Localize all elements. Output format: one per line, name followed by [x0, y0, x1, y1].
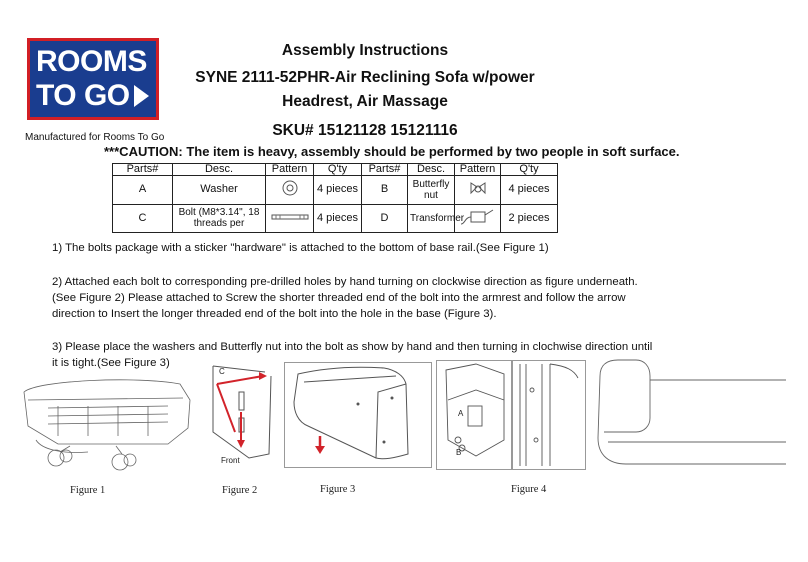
figure-4-panel-a: [436, 360, 512, 470]
step-3-line2: it is tight.(See Figure 3): [52, 357, 170, 369]
logo-line-1: ROOMS: [36, 45, 147, 78]
table-row: [113, 204, 558, 232]
figure-2-label-c: C: [219, 367, 225, 376]
table-header-cell: Parts#: [362, 164, 408, 176]
part-qty: 2 pieces: [501, 204, 558, 232]
part-desc: Butterfly nut: [408, 176, 455, 204]
washer-icon: [279, 179, 301, 197]
part-id: A: [113, 176, 173, 204]
table-header-cell: Q'ty: [501, 164, 558, 176]
part-id: C: [113, 204, 173, 232]
play-arrow-icon: [134, 85, 149, 107]
part-pattern: [455, 176, 501, 204]
butterfly-nut-icon: [466, 178, 490, 198]
step-2-line3: direction to Insert the longer threaded end of the bolt into the hole in the base (Figure 3).: [52, 308, 497, 320]
figure-4-panel-c: [588, 356, 788, 470]
part-desc: Bolt (M8*3.14", 18 threads per: [173, 204, 266, 232]
table-header-row: [113, 164, 558, 176]
figure-4-caption: Figure 4: [511, 484, 547, 495]
figure-4-label-a: A: [458, 409, 464, 418]
product-name-line1: SYNE 2111-52PHR-Air Reclining Sofa w/power: [195, 69, 535, 86]
product-name-line2: Headrest, Air Massage: [282, 93, 448, 110]
logo-line-2-text: TO GO: [36, 79, 130, 112]
part-qty: 4 pieces: [314, 176, 362, 204]
parts-table: [112, 163, 558, 233]
table-row: [113, 176, 558, 204]
step-2-line1: 2) Attached each bolt to corresponding pre-drilled holes by hand turning on clockwise direction as figure underneath.: [52, 276, 638, 288]
part-qty: 4 pieces: [314, 204, 362, 232]
part-id: B: [362, 176, 408, 204]
table-header-cell: Pattern: [266, 164, 314, 176]
table-header-cell: Desc.: [173, 164, 266, 176]
part-pattern: [266, 176, 314, 204]
figure-2-label-front: Front: [221, 456, 240, 465]
table-header-cell: Pattern: [455, 164, 501, 176]
figure-3-caption: Figure 3: [320, 484, 356, 495]
manufactured-for: Manufactured for Rooms To Go: [25, 132, 165, 143]
step-3-line1: 3) Please place the washers and Butterfly nut into the bolt as show by hand and then turning in clochwise direction until: [52, 341, 653, 353]
figure-2-caption: Figure 2: [222, 485, 258, 496]
part-pattern: [266, 204, 314, 232]
doc-title: Assembly Instructions: [281, 42, 449, 59]
part-pattern: [455, 204, 501, 232]
table-header-cell: Desc.: [408, 164, 455, 176]
sku: SKU# 15121128 15121116: [272, 122, 458, 139]
part-desc: Washer: [173, 176, 266, 204]
part-id: D: [362, 204, 408, 232]
logo-line-2: [36, 79, 150, 113]
rooms-to-go-logo: [27, 38, 159, 120]
table-header-cell: Q'ty: [314, 164, 362, 176]
part-desc: Transformer: [408, 204, 455, 232]
figure-4-panel-b: [512, 360, 586, 470]
step-1: 1) The bolts package with a sticker "hardware" is attached to the bottom of base rail.(See Figure 1): [52, 242, 549, 254]
step-2-line2: (See Figure 2) Please attached to Screw the shorter threaded end of the bolt into the armrest and follow the arrow: [52, 292, 626, 304]
caution-text: ***CAUTION: The item is heavy, assembly should be performed by two people in soft surface.: [104, 144, 680, 159]
figure-1-illustration: [18, 370, 196, 478]
figure-3-illustration: [284, 362, 432, 468]
transformer-icon: [459, 206, 497, 228]
table-header-cell: Parts#: [113, 164, 173, 176]
figure-2-illustration: [205, 362, 279, 468]
figure-1-caption: Figure 1: [70, 485, 106, 496]
part-qty: 4 pieces: [501, 176, 558, 204]
figure-4-label-b: B: [456, 448, 462, 457]
bolt-icon: [270, 212, 310, 222]
